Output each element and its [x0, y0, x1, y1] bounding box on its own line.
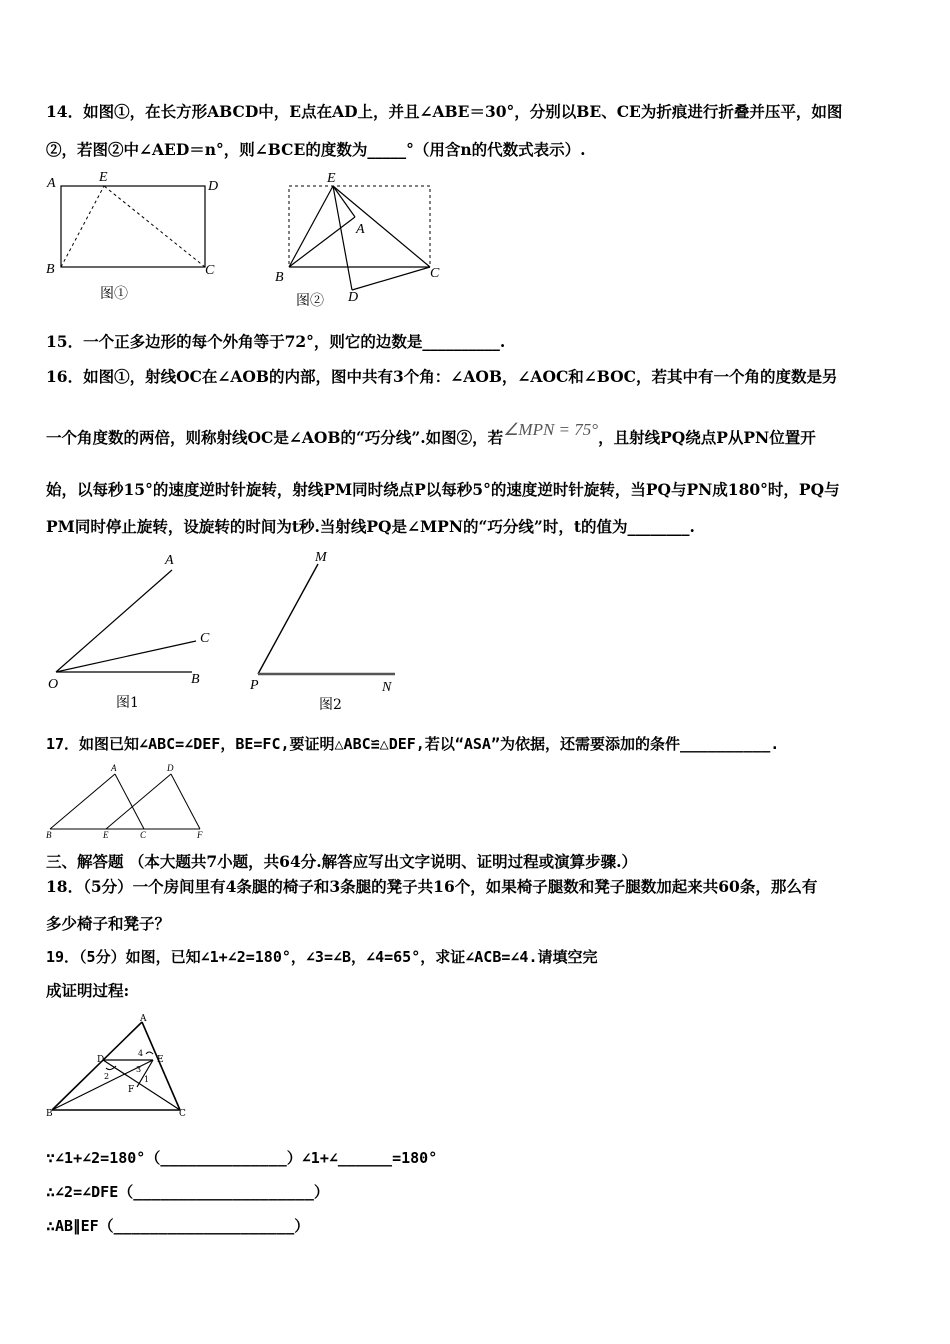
- label-b: B: [46, 1109, 53, 1119]
- label-n: N: [382, 680, 392, 695]
- label-d: D: [208, 179, 219, 194]
- label-p: P: [250, 678, 259, 693]
- label-m: M: [315, 550, 327, 565]
- label-c: C: [179, 1109, 186, 1119]
- label-f: F: [197, 830, 203, 840]
- q16-figure-2: [245, 546, 415, 716]
- fold-line-be: [61, 186, 104, 267]
- label-e: E: [157, 1055, 164, 1065]
- q16-line2-part-a: 一个角度数的两倍，则称射线OC是∠AOB的“巧分线”.如图②，若: [46, 428, 504, 447]
- label-e: E: [99, 170, 108, 185]
- q16-figure-1: [44, 546, 234, 716]
- figure-caption: 图1: [116, 695, 139, 711]
- label-b: B: [275, 270, 284, 285]
- q15-line1: 15．一个正多边形的每个外角等于72°，则它的边数是__________.: [46, 332, 506, 351]
- angle-label-3: 3: [136, 1065, 142, 1074]
- q19-proof-step1: ∵∠1+∠2=180°（______________）∠1+∠______=180°: [46, 1149, 438, 1167]
- label-c: C: [430, 266, 440, 281]
- q19-proof-step2: ∴∠2=∠DFE（____________________）: [46, 1183, 329, 1201]
- figure-caption: 图②: [296, 293, 324, 309]
- q14-line2: ②，若图②中∠AED＝n°，则∠BCE的度数为_____°（用含n的代数式表示）.: [46, 140, 586, 159]
- figure-caption: 图①: [100, 286, 128, 302]
- label-d: D: [348, 290, 359, 305]
- q17-line1: 17．如图已知∠ABC=∠DEF，BE=FC,要证明△ABC≌△DEF,若以“ASA”为依据，还需要添加的条件__________.: [46, 735, 780, 753]
- label-b: B: [46, 262, 55, 277]
- angle-label-2: 2: [104, 1072, 110, 1081]
- figure-caption: 图2: [319, 697, 342, 713]
- q19-line2: 成证明过程:: [46, 981, 130, 1000]
- label-c: C: [205, 263, 215, 278]
- rectangle-abcd: [61, 186, 205, 267]
- section3-heading: 三、解答题 （本大题共7小题，共64分.解答应写出文字说明、证明过程或演算步骤.）: [46, 852, 638, 871]
- q19-figure: [44, 1014, 204, 1124]
- q14-figure-1: [44, 170, 234, 310]
- label-a: A: [47, 176, 56, 191]
- q16-line4: PM同时停止旋转，设旋转的时间为t秒.当射线PQ是∠MPN的“巧分线”时，t的值为________.: [46, 517, 695, 536]
- q16-line2: [46, 420, 816, 449]
- label-a: A: [111, 763, 117, 773]
- q14-figure-2: [270, 170, 460, 310]
- q19-proof-step3: ∴AB∥EF（____________________）: [46, 1217, 310, 1235]
- label-d: D: [97, 1055, 105, 1065]
- angle-label-1: 1: [144, 1075, 150, 1084]
- q16-line1: 16．如图①，射线OC在∠AOB的内部，图中共有3个角：∠AOB，∠AOC和∠BOC，若其中有一个角的度数是另: [46, 367, 838, 386]
- label-b: B: [191, 672, 200, 687]
- label-b: B: [46, 830, 52, 840]
- q16-line3: 始，以每秒15°的速度逆时针旋转，射线PM同时绕点P以每秒5°的速度逆时针旋转，当PQ与PN成180°时，PQ与: [46, 480, 840, 499]
- label-c: C: [140, 830, 147, 840]
- q18-line1: 18．（5分）一个房间里有4条腿的椅子和3条腿的凳子共16个，如果椅子腿数和凳子腿数加起来共60条，那么有: [46, 877, 818, 896]
- label-a: A: [140, 1014, 147, 1024]
- angle-label-4: 4: [138, 1049, 144, 1058]
- q17-figure: [44, 762, 214, 842]
- label-d: D: [167, 763, 174, 773]
- label-a: A: [165, 553, 174, 568]
- q19-line1: 19．（5分）如图，已知∠1+∠2=180°，∠3=∠B，∠4=65°，求证∠ACB=∠4.请填空完: [46, 948, 598, 966]
- label-o: O: [48, 677, 59, 692]
- q14-line1: 14．如图①，在长方形ABCD中，E点在AD上，并且∠ABE＝30°，分别以BE、CE为折痕进行折叠并压平，如图: [46, 102, 843, 121]
- label-c: C: [200, 631, 210, 646]
- q16-line2-part-b: ，且射线PQ绕点P从PN位置开: [598, 428, 816, 447]
- q18-line2: 多少椅子和凳子？: [46, 914, 171, 933]
- formula-mpn: ∠MPN = 75°: [503, 420, 599, 439]
- fold-line-ce: [104, 186, 205, 267]
- label-e: E: [327, 171, 336, 186]
- label-e: E: [103, 830, 109, 840]
- label-a: A: [356, 222, 365, 237]
- label-f: F: [128, 1085, 135, 1095]
